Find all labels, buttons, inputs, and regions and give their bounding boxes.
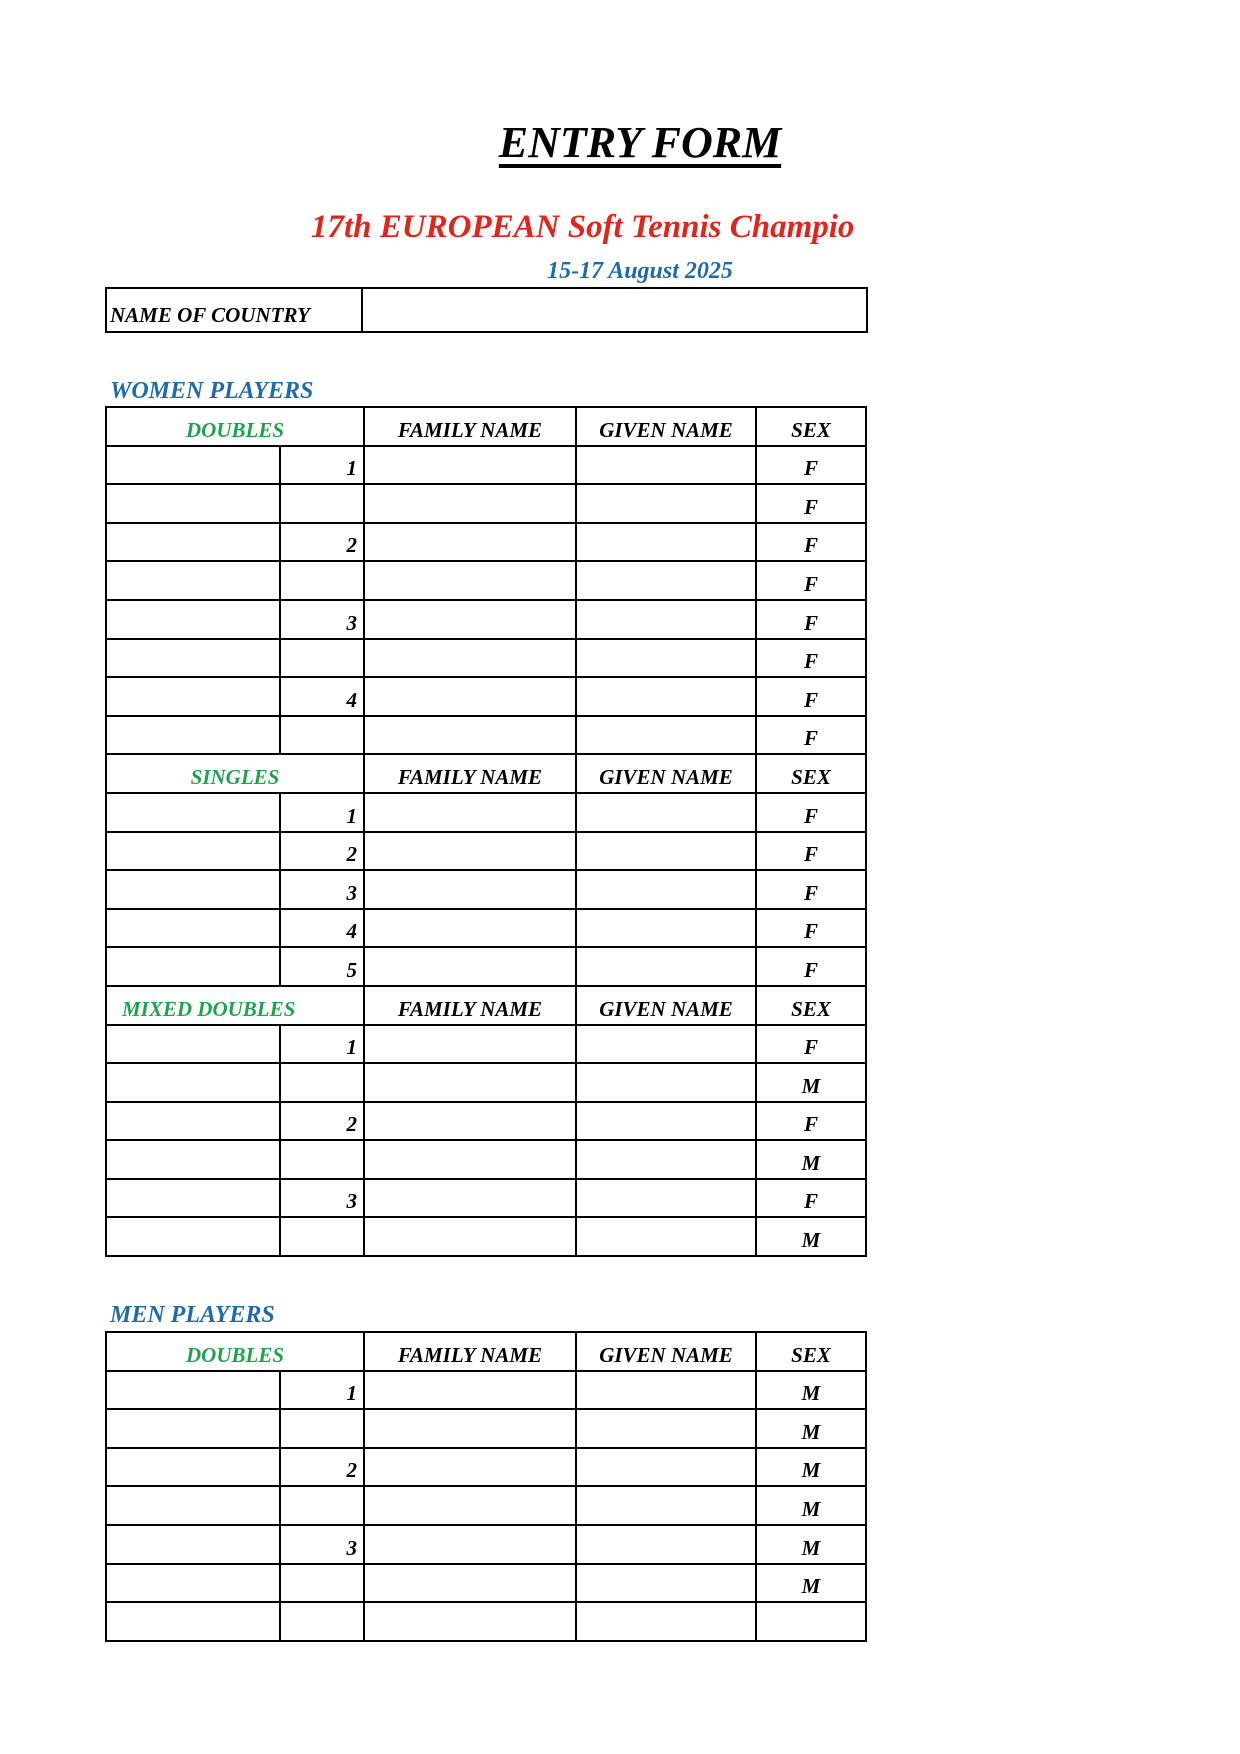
table-row (106, 484, 866, 523)
table-row (106, 1179, 866, 1218)
family-name-input[interactable] (364, 639, 576, 678)
table-row (106, 446, 866, 485)
family-name-input[interactable] (364, 677, 576, 716)
given-name-header: GIVEN NAME (576, 407, 756, 446)
given-name-input[interactable] (576, 947, 756, 986)
table-row (106, 677, 866, 716)
sex-value: F (756, 639, 866, 678)
entry-cell[interactable] (106, 1525, 280, 1564)
family-name-input[interactable] (364, 1025, 576, 1064)
event-title: 17th EUROPEAN Soft Tennis Champio (311, 209, 855, 245)
family-name-input[interactable] (364, 793, 576, 832)
sex-value: F (756, 947, 866, 986)
pair-number (280, 561, 364, 600)
sex-value: F (756, 561, 866, 600)
family-name-input[interactable] (364, 909, 576, 948)
family-name-input[interactable] (364, 1371, 576, 1410)
family-name-input[interactable] (364, 1179, 576, 1218)
entry-cell[interactable] (106, 870, 280, 909)
table-row (106, 1448, 866, 1487)
family-name-input[interactable] (364, 523, 576, 562)
table-row (106, 1217, 866, 1256)
pair-number: 2 (280, 832, 364, 871)
entry-cell[interactable] (106, 484, 280, 523)
table-row (106, 1486, 866, 1525)
entry-cell[interactable] (106, 677, 280, 716)
entry-cell[interactable] (106, 793, 280, 832)
entry-cell[interactable] (106, 523, 280, 562)
sex-value: F (756, 1179, 866, 1218)
pair-number (280, 1602, 364, 1641)
family-name-header: FAMILY NAME (364, 407, 576, 446)
entry-cell[interactable] (106, 1486, 280, 1525)
pair-number: 1 (280, 1371, 364, 1410)
given-name-input[interactable] (576, 1140, 756, 1179)
family-name-input[interactable] (364, 1102, 576, 1141)
men-players-label: MEN PLAYERS (110, 1302, 275, 1328)
entry-cell[interactable] (106, 639, 280, 678)
pair-number: 3 (280, 1525, 364, 1564)
given-name-input[interactable] (576, 1102, 756, 1141)
family-name-input[interactable] (364, 1217, 576, 1256)
given-name-input[interactable] (576, 1025, 756, 1064)
family-name-input[interactable] (364, 1409, 576, 1448)
pair-number: 1 (280, 793, 364, 832)
family-name-input[interactable] (364, 1063, 576, 1102)
men-table (105, 1331, 867, 1642)
entry-cell[interactable] (106, 947, 280, 986)
page-title: ENTRY FORM (498, 118, 782, 167)
pair-number: 2 (280, 1102, 364, 1141)
given-name-input[interactable] (576, 1409, 756, 1448)
family-name-input[interactable] (364, 832, 576, 871)
family-name-input[interactable] (364, 1564, 576, 1603)
entry-cell[interactable] (106, 832, 280, 871)
entry-cell[interactable] (106, 1409, 280, 1448)
pair-number (280, 1564, 364, 1603)
pair-number: 4 (280, 909, 364, 948)
table-row (106, 832, 866, 871)
pair-number: 3 (280, 1179, 364, 1218)
category-label: DOUBLES (106, 407, 364, 446)
pair-number (280, 1409, 364, 1448)
given-name-input[interactable] (576, 870, 756, 909)
entry-cell[interactable] (106, 1063, 280, 1102)
pair-number (280, 1140, 364, 1179)
sex-value: F (756, 677, 866, 716)
family-name-input[interactable] (364, 947, 576, 986)
sex-header: SEX (756, 986, 866, 1025)
given-name-input[interactable] (576, 639, 756, 678)
given-name-input[interactable] (576, 1217, 756, 1256)
entry-cell[interactable] (106, 1602, 280, 1641)
event-dates: 15-17 August 2025 (547, 258, 733, 284)
pair-number (280, 1063, 364, 1102)
given-name-input[interactable] (576, 1063, 756, 1102)
given-name-input[interactable] (576, 1179, 756, 1218)
family-name-input[interactable] (364, 1525, 576, 1564)
sex-value: F (756, 523, 866, 562)
pair-number: 5 (280, 947, 364, 986)
pair-number (280, 1217, 364, 1256)
sex-value: M (756, 1409, 866, 1448)
given-name-input[interactable] (576, 832, 756, 871)
sex-value: F (756, 793, 866, 832)
sex-value: F (756, 716, 866, 755)
table-row (106, 1140, 866, 1179)
entry-cell[interactable] (106, 1564, 280, 1603)
sex-value: M (756, 1140, 866, 1179)
family-name-input[interactable] (364, 870, 576, 909)
table-row (106, 909, 866, 948)
section-header-row (106, 754, 866, 793)
given-name-input[interactable] (576, 1525, 756, 1564)
family-name-header: FAMILY NAME (364, 986, 576, 1025)
entry-cell[interactable] (106, 561, 280, 600)
given-name-header: GIVEN NAME (576, 754, 756, 793)
family-name-input[interactable] (364, 1140, 576, 1179)
table-row (106, 716, 866, 755)
entry-cell[interactable] (106, 446, 280, 485)
entry-cell[interactable] (106, 716, 280, 755)
sex-value: F (756, 909, 866, 948)
sex-value: F (756, 870, 866, 909)
family-name-input[interactable] (364, 484, 576, 523)
table-row (106, 793, 866, 832)
given-name-input[interactable] (576, 1564, 756, 1603)
category-label: DOUBLES (106, 1332, 364, 1371)
table-row (106, 561, 866, 600)
table-row (106, 1025, 866, 1064)
sex-value: M (756, 1448, 866, 1487)
family-name-input[interactable] (364, 446, 576, 485)
sex-header: SEX (756, 407, 866, 446)
entry-cell[interactable] (106, 1025, 280, 1064)
given-name-input[interactable] (576, 1602, 756, 1641)
given-name-input[interactable] (576, 677, 756, 716)
sex-value: F (756, 600, 866, 639)
sex-value: M (756, 1486, 866, 1525)
entry-cell[interactable] (106, 1179, 280, 1218)
women-players-label: WOMEN PLAYERS (110, 378, 314, 404)
section-header-row (106, 407, 866, 446)
table-row (106, 1525, 866, 1564)
table-row (106, 1102, 866, 1141)
country-table (105, 287, 868, 333)
entry-cell[interactable] (106, 1102, 280, 1141)
given-name-input[interactable] (576, 1371, 756, 1410)
given-name-input[interactable] (576, 716, 756, 755)
country-label: NAME OF COUNTRY (106, 288, 362, 332)
table-row (106, 1371, 866, 1410)
pair-number: 2 (280, 523, 364, 562)
given-name-input[interactable] (576, 909, 756, 948)
given-name-input[interactable] (576, 446, 756, 485)
given-name-input[interactable] (576, 600, 756, 639)
entry-cell[interactable] (106, 1371, 280, 1410)
sex-value: F (756, 484, 866, 523)
table-row (106, 870, 866, 909)
category-label: MIXED DOUBLES (106, 986, 364, 1025)
given-name-input[interactable] (576, 523, 756, 562)
women-table (105, 406, 867, 1257)
given-name-input[interactable] (576, 484, 756, 523)
given-name-input[interactable] (576, 561, 756, 600)
table-row (106, 1409, 866, 1448)
given-name-header: GIVEN NAME (576, 986, 756, 1025)
family-name-header: FAMILY NAME (364, 754, 576, 793)
family-name-input[interactable] (364, 561, 576, 600)
pair-number (280, 716, 364, 755)
family-name-input[interactable] (364, 1602, 576, 1641)
country-input[interactable] (362, 288, 867, 332)
entry-cell[interactable] (106, 1217, 280, 1256)
sex-value: F (756, 1025, 866, 1064)
family-name-input[interactable] (364, 716, 576, 755)
sex-value: M (756, 1525, 866, 1564)
pair-number: 3 (280, 870, 364, 909)
table-row (106, 639, 866, 678)
table-row (106, 600, 866, 639)
sex-value: M (756, 1564, 866, 1603)
given-name-input[interactable] (576, 1486, 756, 1525)
family-name-header: FAMILY NAME (364, 1332, 576, 1371)
pair-number: 1 (280, 1025, 364, 1064)
given-name-header: GIVEN NAME (576, 1332, 756, 1371)
table-row (106, 1602, 866, 1641)
given-name-input[interactable] (576, 793, 756, 832)
table-row (106, 1063, 866, 1102)
sex-value: M (756, 1371, 866, 1410)
entry-cell[interactable] (106, 1140, 280, 1179)
sex-value: F (756, 446, 866, 485)
entry-cell[interactable] (106, 909, 280, 948)
family-name-input[interactable] (364, 600, 576, 639)
given-name-input[interactable] (576, 1448, 756, 1487)
sex-value: F (756, 832, 866, 871)
pair-number (280, 639, 364, 678)
entry-cell[interactable] (106, 600, 280, 639)
section-header-row (106, 1332, 866, 1371)
family-name-input[interactable] (364, 1486, 576, 1525)
sex-value (756, 1602, 866, 1641)
pair-number (280, 1486, 364, 1525)
sex-value: M (756, 1063, 866, 1102)
table-row (106, 947, 866, 986)
category-label: SINGLES (106, 754, 364, 793)
table-row (106, 1564, 866, 1603)
pair-number: 3 (280, 600, 364, 639)
table-row (106, 523, 866, 562)
pair-number: 1 (280, 446, 364, 485)
pair-number: 2 (280, 1448, 364, 1487)
pair-number (280, 484, 364, 523)
section-header-row (106, 986, 866, 1025)
sex-value: F (756, 1102, 866, 1141)
entry-cell[interactable] (106, 1448, 280, 1487)
sex-header: SEX (756, 1332, 866, 1371)
pair-number: 4 (280, 677, 364, 716)
sex-value: M (756, 1217, 866, 1256)
family-name-input[interactable] (364, 1448, 576, 1487)
sex-header: SEX (756, 754, 866, 793)
